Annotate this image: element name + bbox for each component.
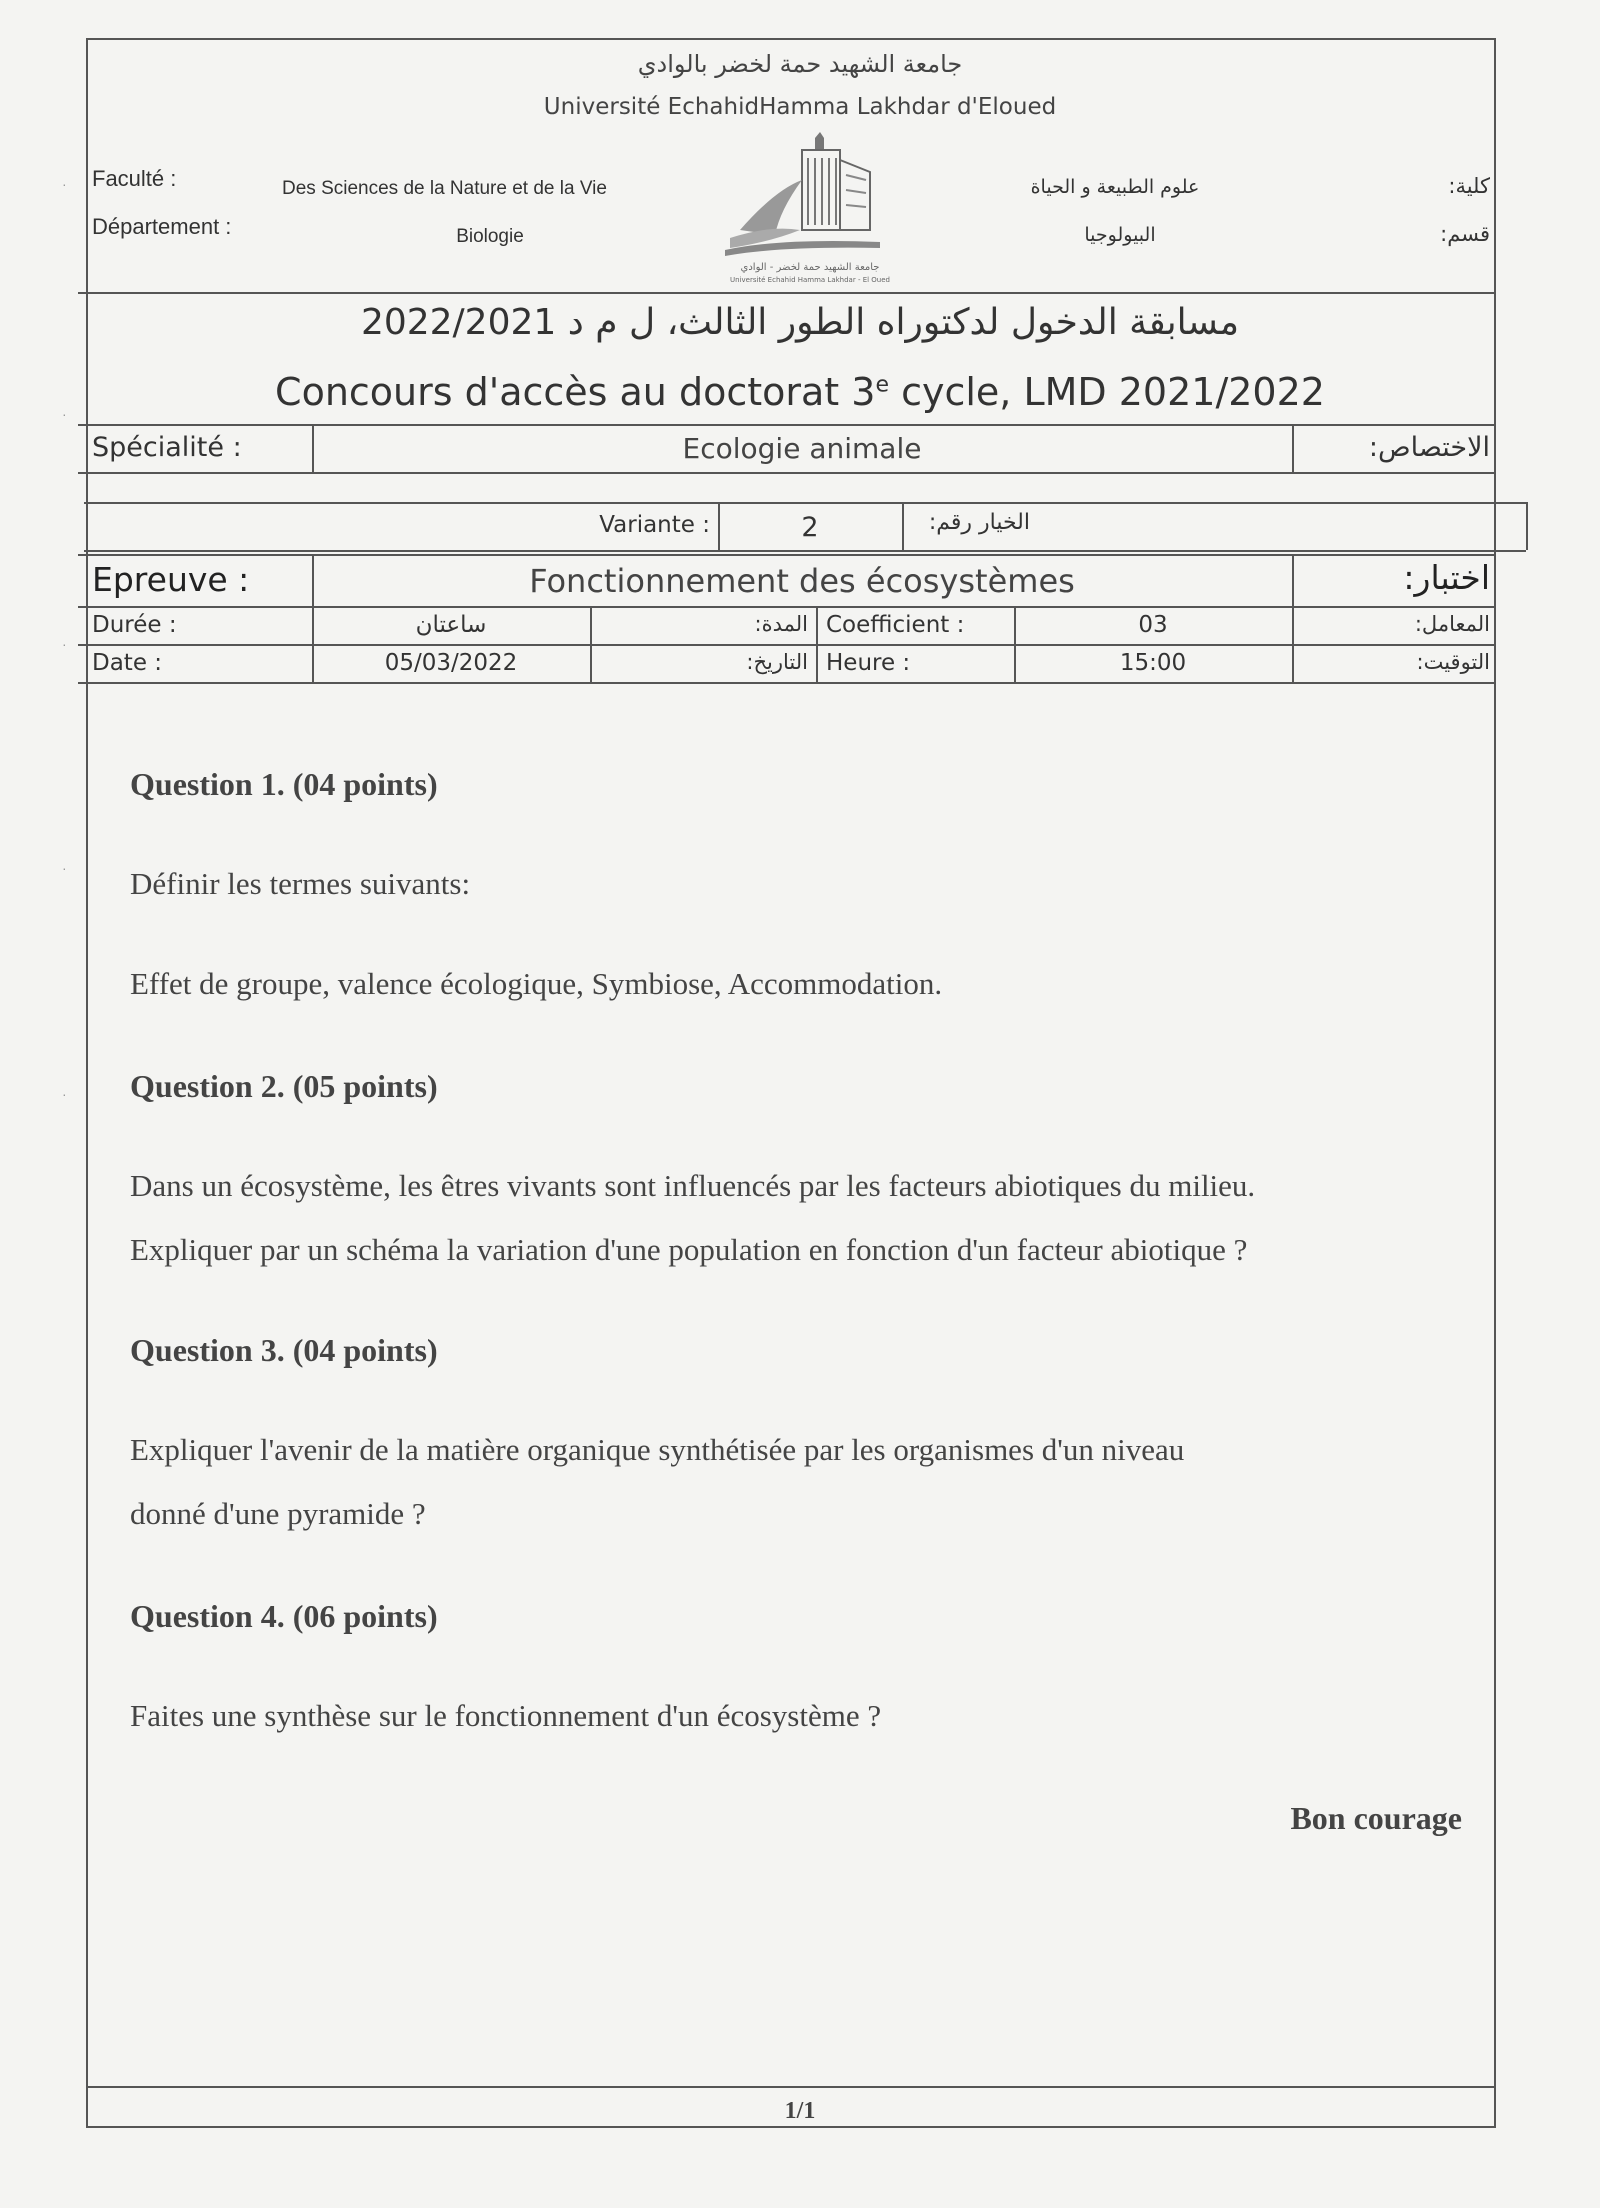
question-1-line-1: Définir les termes suivants:: [130, 866, 471, 901]
question-4-line-1: Faites une synthèse sur le fonctionnement d'un écosystème ?: [130, 1698, 882, 1733]
title-fr-suffix: cycle, LMD 2021/2022: [889, 370, 1325, 414]
question-4-title: Question 4. (06 points): [130, 1598, 438, 1634]
logo-caption-fr: Université Echahid Hamma Lakhdar - El Oued: [729, 276, 890, 284]
duree-label: Durée :: [92, 612, 177, 638]
variante-label-ar: الخيار رقم:: [928, 510, 1030, 535]
epreuve-label-ar: اختبار:: [1403, 558, 1490, 597]
question-3-title: Question 3. (04 points): [130, 1332, 438, 1368]
epreuve-value: Fonctionnement des écosystèmes: [529, 562, 1075, 600]
title-fr: [0, 370, 1600, 414]
departement-label: Département :: [92, 214, 232, 239]
question-3-line-1: Expliquer l'avenir de la matière organique synthétisée par les organismes d'un niveau: [130, 1432, 1185, 1467]
title-fr-sup: e: [875, 372, 889, 398]
specialite-label-ar: الاختصاص:: [1368, 432, 1490, 463]
epreuve-label: Epreuve :: [92, 560, 250, 599]
question-2-line-1: Dans un écosystème, les êtres vivants sont influencés par les facteurs abiotiques du milieu.: [130, 1168, 1256, 1203]
question-2-title: Question 2. (05 points): [130, 1068, 438, 1104]
university-name-ar: جامعة الشهيد حمة لخضر بالوادي: [637, 50, 963, 78]
date-value: 05/03/2022: [384, 650, 518, 676]
faculte-label-ar: كلية:: [1448, 174, 1490, 198]
variante-value: 2: [801, 512, 819, 543]
question-2-line-2: Expliquer par un schéma la variation d'une population en fonction d'un facteur abiotique ?: [130, 1232, 1248, 1267]
specialite-value: Ecologie animale: [682, 432, 922, 465]
specialite-label: Spécialité :: [92, 432, 242, 463]
variante-label: Variante :: [599, 512, 710, 538]
heure-value: 15:00: [1119, 650, 1187, 676]
logo-caption-ar: جامعة الشهيد حمة لخضر - الوادي: [740, 262, 880, 273]
duree-label-ar: المدة:: [754, 612, 808, 636]
date-label: Date :: [92, 650, 163, 676]
departement-label-ar: قسم:: [1440, 222, 1490, 246]
departement-value-fr: Biologie: [456, 226, 524, 247]
coefficient-value: 03: [1138, 612, 1168, 638]
question-3-line-2: donné d'une pyramide ?: [130, 1496, 426, 1531]
title-fr-prefix: Concours d'accès au doctorat 3: [275, 370, 876, 414]
page-number: 1/1: [784, 2098, 816, 2124]
question-1-line-2: Effet de groupe, valence écologique, Symbiose, Accommodation.: [130, 966, 943, 1001]
heure-label: Heure :: [826, 650, 911, 676]
faculte-label: Faculté :: [92, 166, 177, 191]
date-label-ar: التاريخ:: [746, 650, 808, 674]
faculte-value-fr: Des Sciences de la Nature et de la Vie: [282, 178, 607, 199]
university-name-fr: Université EchahidHamma Lakhdar d'Eloued: [543, 94, 1057, 120]
coefficient-label-ar: المعامل:: [1414, 612, 1490, 636]
university-logo-icon: [720, 130, 900, 280]
heure-label-ar: التوقيت:: [1416, 650, 1490, 674]
faculte-value-ar: علوم الطبيعة و الحياة: [1030, 176, 1200, 198]
title-ar: مسابقة الدخول لدكتوراه الطور الثالث، ل م د 2022/2021: [360, 302, 1240, 343]
coefficient-label: Coefficient :: [826, 612, 965, 638]
question-1-title: Question 1. (04 points): [130, 766, 438, 802]
duree-value: ساعتان: [415, 612, 487, 638]
departement-value-ar: البيولوجيا: [1084, 224, 1156, 246]
closing-text: Bon courage: [1290, 1800, 1462, 1836]
